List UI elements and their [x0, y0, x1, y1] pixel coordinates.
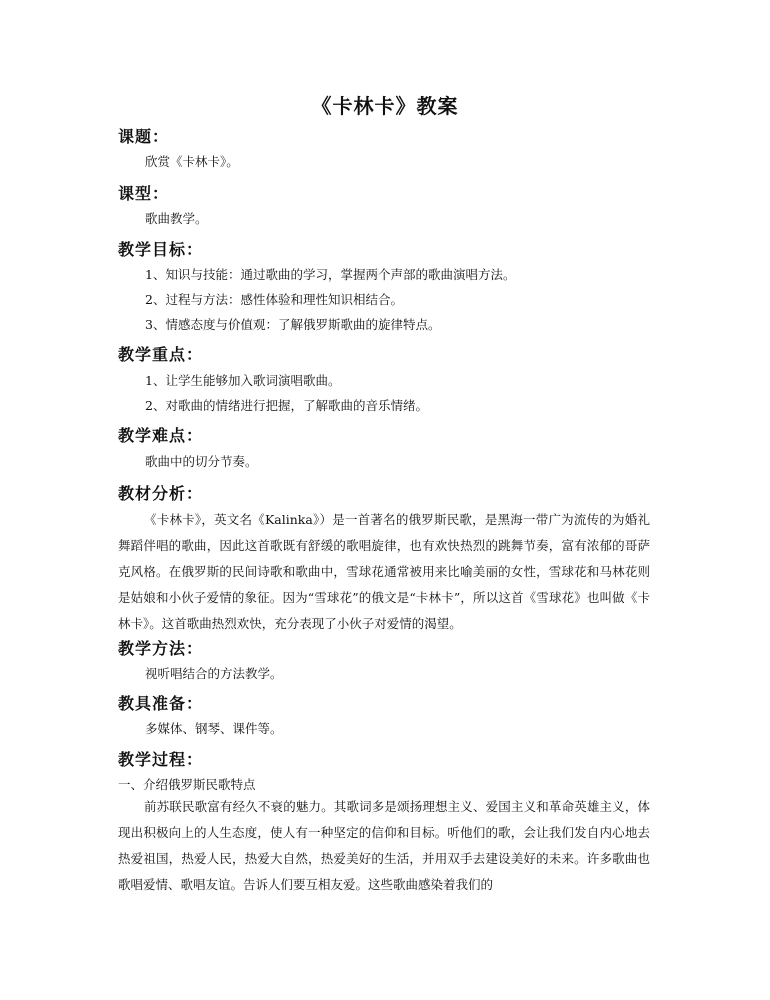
difficulty-text: 歌曲中的切分节奏。 — [145, 454, 258, 469]
heading-methods: 教学方法： — [118, 639, 204, 658]
goal-item-2: 2、过程与方法：感性体验和理性知识相结合。 — [145, 292, 403, 307]
heading-process: 教学过程： — [118, 750, 204, 769]
tools-text: 多媒体、钢琴、课件等。 — [145, 721, 283, 736]
key-point-1: 1、让学生能够加入歌词演唱歌曲。 — [145, 373, 341, 388]
heading-analysis: 教材分析： — [118, 484, 204, 503]
heading-key-points: 教学重点： — [118, 345, 204, 364]
goal-item-3: 3、情感态度与价值观：了解俄罗斯歌曲的旋律特点。 — [145, 317, 441, 332]
analysis-paragraph: 《卡林卡》，英文名《Kalinka》）是一首著名的俄罗斯民歌，是黑海一带广为流传的为婚礼舞蹈伴唱的歌曲，因此这首歌既有舒缓的歌唱旋律，也有欢快热烈的跳舞节奏，富有浓郁的哥萨克风格。在俄罗斯的民间诗歌和歌曲中，雪球花通常被用来比喻美丽的女性，雪球花和马林花则是姑娘和小伙子爱情的象征。因为“雪球花”的俄文是“卡林卡”，所以这首《雪球花》也叫做《卡林卡》。这首歌曲热烈欢快，充分表现了小伙子对爱情的渴望。 — [118, 512, 650, 631]
heading-type: 课型： — [118, 184, 170, 203]
heading-topic: 课题： — [118, 127, 170, 146]
key-point-2: 2、对歌曲的情绪进行把握，了解歌曲的音乐情绪。 — [145, 398, 428, 413]
heading-difficulties: 教学难点： — [118, 426, 204, 445]
process-subheading: 一、介绍俄罗斯民歌特点 — [118, 777, 256, 792]
goal-item-1: 1、知识与技能：通过歌曲的学习，掌握两个声部的歌曲演唱方法。 — [145, 267, 516, 282]
document-title: 《卡林卡》教案 — [311, 94, 459, 118]
process-paragraph: 前苏联民歌富有经久不衰的魅力。其歌词多是颂扬理想主义、爱国主义和革命英雄主义，体现出积极向上的人生态度，使人有一种坚定的信仰和目标。听他们的歌，会让我们发自内心地去热爱祖国，热爱人民，热爱大自然，热爱美好的生活，并用双手去建设美好的未来。许多歌曲也歌唱爱情、歌唱友谊。告诉人们要互相友爱。这些歌曲感染着我们的 — [118, 799, 650, 892]
methods-text: 视听唱结合的方法教学。 — [145, 666, 283, 681]
heading-tools: 教具准备： — [118, 694, 204, 713]
type-text: 歌曲教学。 — [145, 211, 208, 226]
heading-goals: 教学目标： — [118, 240, 204, 259]
topic-text: 欣赏《卡林卡》。 — [145, 154, 239, 169]
